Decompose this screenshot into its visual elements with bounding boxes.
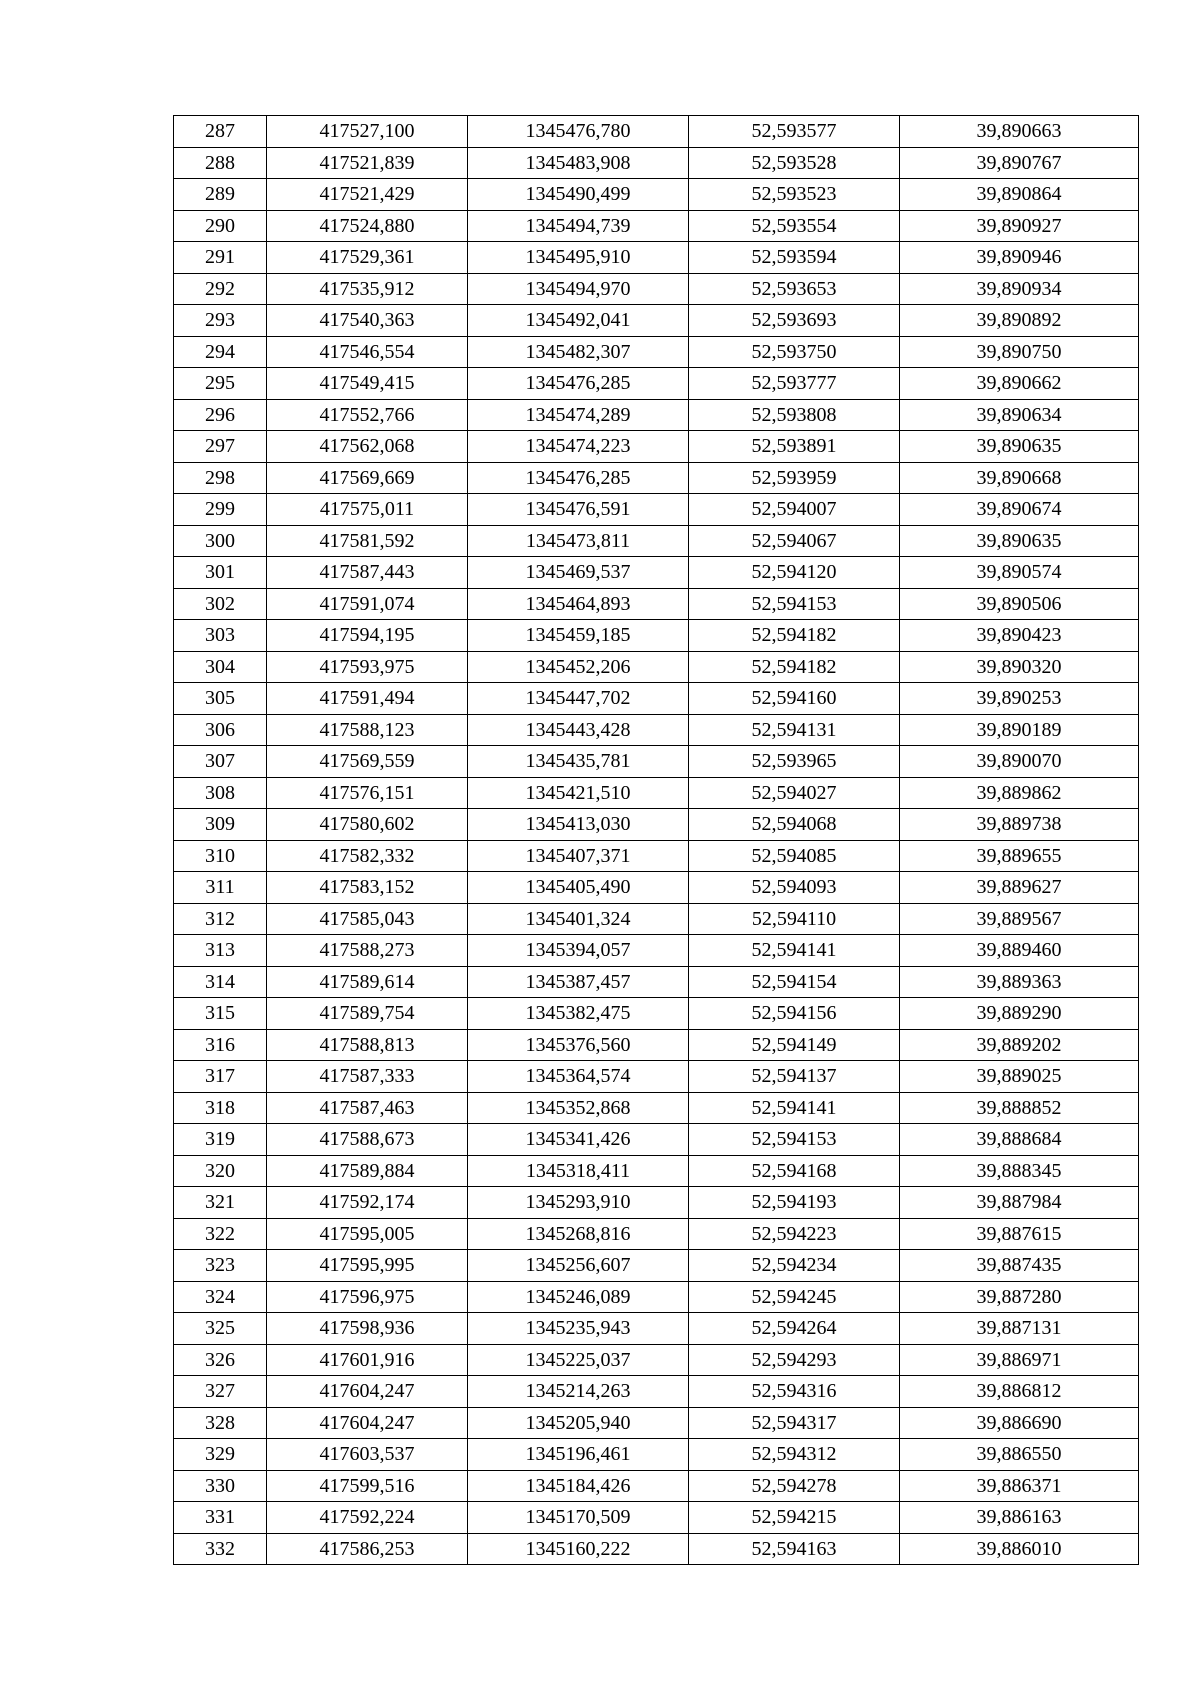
x-coordinate-cell: 417604,247 [267,1407,468,1439]
point-number-cell: 311 [174,872,267,904]
table-row [174,431,1139,463]
longitude-cell: 39,890253 [900,683,1139,715]
x-coordinate-cell: 417598,936 [267,1313,468,1345]
longitude-cell: 39,886163 [900,1502,1139,1534]
y-coordinate-cell: 1345235,943 [468,1313,689,1345]
longitude-cell: 39,889202 [900,1029,1139,1061]
x-coordinate-cell: 417569,559 [267,746,468,778]
table-row [174,1439,1139,1471]
x-coordinate-cell: 417587,333 [267,1061,468,1093]
longitude-cell: 39,886371 [900,1470,1139,1502]
latitude-cell: 52,593528 [689,147,900,179]
table-row [174,872,1139,904]
point-number-cell: 308 [174,777,267,809]
point-number-cell: 316 [174,1029,267,1061]
longitude-cell: 39,890750 [900,336,1139,368]
point-number-cell: 307 [174,746,267,778]
x-coordinate-cell: 417576,151 [267,777,468,809]
point-number-cell: 315 [174,998,267,1030]
table-row [174,1187,1139,1219]
longitude-cell: 39,890574 [900,557,1139,589]
latitude-cell: 52,594182 [689,651,900,683]
x-coordinate-cell: 417604,247 [267,1376,468,1408]
y-coordinate-cell: 1345443,428 [468,714,689,746]
point-number-cell: 331 [174,1502,267,1534]
point-number-cell: 310 [174,840,267,872]
y-coordinate-cell: 1345435,781 [468,746,689,778]
y-coordinate-cell: 1345405,490 [468,872,689,904]
x-coordinate-cell: 417603,537 [267,1439,468,1471]
longitude-cell: 39,890864 [900,179,1139,211]
point-number-cell: 296 [174,399,267,431]
latitude-cell: 52,594153 [689,588,900,620]
y-coordinate-cell: 1345476,285 [468,462,689,494]
table-row [174,305,1139,337]
point-number-cell: 318 [174,1092,267,1124]
point-number-cell: 303 [174,620,267,652]
latitude-cell: 52,594168 [689,1155,900,1187]
latitude-cell: 52,594093 [689,872,900,904]
point-number-cell: 302 [174,588,267,620]
latitude-cell: 52,593693 [689,305,900,337]
longitude-cell: 39,890663 [900,116,1139,148]
x-coordinate-cell: 417529,361 [267,242,468,274]
latitude-cell: 52,593965 [689,746,900,778]
y-coordinate-cell: 1345160,222 [468,1533,689,1565]
latitude-cell: 52,594245 [689,1281,900,1313]
latitude-cell: 52,594154 [689,966,900,998]
point-number-cell: 290 [174,210,267,242]
table-row [174,179,1139,211]
latitude-cell: 52,594293 [689,1344,900,1376]
longitude-cell: 39,890423 [900,620,1139,652]
longitude-cell: 39,890668 [900,462,1139,494]
latitude-cell: 52,593808 [689,399,900,431]
point-number-cell: 323 [174,1250,267,1282]
y-coordinate-cell: 1345225,037 [468,1344,689,1376]
point-number-cell: 301 [174,557,267,589]
y-coordinate-cell: 1345495,910 [468,242,689,274]
table-row [174,462,1139,494]
y-coordinate-cell: 1345341,426 [468,1124,689,1156]
latitude-cell: 52,594278 [689,1470,900,1502]
y-coordinate-cell: 1345364,574 [468,1061,689,1093]
latitude-cell: 52,594223 [689,1218,900,1250]
latitude-cell: 52,594156 [689,998,900,1030]
table-row [174,525,1139,557]
table-row [174,588,1139,620]
point-number-cell: 329 [174,1439,267,1471]
table-row [174,1470,1139,1502]
table-row [174,1061,1139,1093]
point-number-cell: 320 [174,1155,267,1187]
x-coordinate-cell: 417587,463 [267,1092,468,1124]
table-row [174,336,1139,368]
y-coordinate-cell: 1345476,591 [468,494,689,526]
y-coordinate-cell: 1345476,285 [468,368,689,400]
table-row [174,998,1139,1030]
latitude-cell: 52,594120 [689,557,900,589]
longitude-cell: 39,890674 [900,494,1139,526]
table-row [174,777,1139,809]
x-coordinate-cell: 417589,884 [267,1155,468,1187]
point-number-cell: 289 [174,179,267,211]
x-coordinate-cell: 417521,839 [267,147,468,179]
table-row [174,1376,1139,1408]
table-row [174,1218,1139,1250]
longitude-cell: 39,886010 [900,1533,1139,1565]
latitude-cell: 52,594317 [689,1407,900,1439]
x-coordinate-cell: 417585,043 [267,903,468,935]
longitude-cell: 39,889862 [900,777,1139,809]
latitude-cell: 52,594234 [689,1250,900,1282]
x-coordinate-cell: 417591,494 [267,683,468,715]
latitude-cell: 52,594182 [689,620,900,652]
table-row [174,840,1139,872]
x-coordinate-cell: 417594,195 [267,620,468,652]
y-coordinate-cell: 1345494,739 [468,210,689,242]
table-row [174,1250,1139,1282]
longitude-cell: 39,890892 [900,305,1139,337]
table-row [174,966,1139,998]
x-coordinate-cell: 417540,363 [267,305,468,337]
y-coordinate-cell: 1345473,811 [468,525,689,557]
y-coordinate-cell: 1345474,223 [468,431,689,463]
x-coordinate-cell: 417592,174 [267,1187,468,1219]
latitude-cell: 52,594312 [689,1439,900,1471]
x-coordinate-cell: 417569,669 [267,462,468,494]
longitude-cell: 39,886812 [900,1376,1139,1408]
longitude-cell: 39,890506 [900,588,1139,620]
point-number-cell: 299 [174,494,267,526]
point-number-cell: 297 [174,431,267,463]
x-coordinate-cell: 417535,912 [267,273,468,305]
x-coordinate-cell: 417575,011 [267,494,468,526]
x-coordinate-cell: 417546,554 [267,336,468,368]
latitude-cell: 52,593594 [689,242,900,274]
y-coordinate-cell: 1345184,426 [468,1470,689,1502]
table-row [174,746,1139,778]
point-number-cell: 306 [174,714,267,746]
y-coordinate-cell: 1345268,816 [468,1218,689,1250]
x-coordinate-cell: 417524,880 [267,210,468,242]
point-number-cell: 325 [174,1313,267,1345]
point-number-cell: 304 [174,651,267,683]
point-number-cell: 288 [174,147,267,179]
table-row [174,1155,1139,1187]
y-coordinate-cell: 1345376,560 [468,1029,689,1061]
table-row [174,620,1139,652]
longitude-cell: 39,886690 [900,1407,1139,1439]
longitude-cell: 39,890946 [900,242,1139,274]
latitude-cell: 52,594153 [689,1124,900,1156]
y-coordinate-cell: 1345464,893 [468,588,689,620]
point-number-cell: 322 [174,1218,267,1250]
table-row [174,809,1139,841]
x-coordinate-cell: 417581,592 [267,525,468,557]
latitude-cell: 52,593959 [689,462,900,494]
x-coordinate-cell: 417601,916 [267,1344,468,1376]
longitude-cell: 39,888684 [900,1124,1139,1156]
y-coordinate-cell: 1345318,411 [468,1155,689,1187]
longitude-cell: 39,890927 [900,210,1139,242]
point-number-cell: 298 [174,462,267,494]
table-row [174,683,1139,715]
y-coordinate-cell: 1345459,185 [468,620,689,652]
coordinates-table [173,115,1139,1565]
longitude-cell: 39,889025 [900,1061,1139,1093]
longitude-cell: 39,887280 [900,1281,1139,1313]
y-coordinate-cell: 1345246,089 [468,1281,689,1313]
point-number-cell: 313 [174,935,267,967]
latitude-cell: 52,593891 [689,431,900,463]
point-number-cell: 321 [174,1187,267,1219]
table-row [174,1124,1139,1156]
latitude-cell: 52,594316 [689,1376,900,1408]
x-coordinate-cell: 417582,332 [267,840,468,872]
point-number-cell: 326 [174,1344,267,1376]
x-coordinate-cell: 417588,273 [267,935,468,967]
point-number-cell: 327 [174,1376,267,1408]
point-number-cell: 309 [174,809,267,841]
table-row [174,714,1139,746]
x-coordinate-cell: 417596,975 [267,1281,468,1313]
latitude-cell: 52,593577 [689,116,900,148]
x-coordinate-cell: 417595,995 [267,1250,468,1282]
y-coordinate-cell: 1345447,702 [468,683,689,715]
y-coordinate-cell: 1345452,206 [468,651,689,683]
latitude-cell: 52,594067 [689,525,900,557]
point-number-cell: 293 [174,305,267,337]
point-number-cell: 312 [174,903,267,935]
x-coordinate-cell: 417587,443 [267,557,468,589]
x-coordinate-cell: 417586,253 [267,1533,468,1565]
x-coordinate-cell: 417562,068 [267,431,468,463]
longitude-cell: 39,886971 [900,1344,1139,1376]
table-row [174,903,1139,935]
longitude-cell: 39,890635 [900,525,1139,557]
coordinates-table-body [174,116,1139,1565]
longitude-cell: 39,887131 [900,1313,1139,1345]
y-coordinate-cell: 1345214,263 [468,1376,689,1408]
latitude-cell: 52,594149 [689,1029,900,1061]
latitude-cell: 52,594007 [689,494,900,526]
longitude-cell: 39,890635 [900,431,1139,463]
table-row [174,1502,1139,1534]
table-row [174,1092,1139,1124]
longitude-cell: 39,889460 [900,935,1139,967]
longitude-cell: 39,889627 [900,872,1139,904]
y-coordinate-cell: 1345382,475 [468,998,689,1030]
x-coordinate-cell: 417527,100 [267,116,468,148]
table-row [174,1313,1139,1345]
table-row [174,935,1139,967]
point-number-cell: 294 [174,336,267,368]
y-coordinate-cell: 1345421,510 [468,777,689,809]
longitude-cell: 39,888345 [900,1155,1139,1187]
y-coordinate-cell: 1345490,499 [468,179,689,211]
table-row [174,116,1139,148]
x-coordinate-cell: 417521,429 [267,179,468,211]
y-coordinate-cell: 1345394,057 [468,935,689,967]
latitude-cell: 52,594193 [689,1187,900,1219]
y-coordinate-cell: 1345293,910 [468,1187,689,1219]
y-coordinate-cell: 1345483,908 [468,147,689,179]
latitude-cell: 52,594264 [689,1313,900,1345]
longitude-cell: 39,887435 [900,1250,1139,1282]
x-coordinate-cell: 417589,614 [267,966,468,998]
table-row [174,557,1139,589]
x-coordinate-cell: 417599,516 [267,1470,468,1502]
point-number-cell: 305 [174,683,267,715]
longitude-cell: 39,886550 [900,1439,1139,1471]
point-number-cell: 292 [174,273,267,305]
table-row [174,494,1139,526]
longitude-cell: 39,888852 [900,1092,1139,1124]
table-row [174,368,1139,400]
y-coordinate-cell: 1345256,607 [468,1250,689,1282]
longitude-cell: 39,889655 [900,840,1139,872]
y-coordinate-cell: 1345492,041 [468,305,689,337]
x-coordinate-cell: 417588,123 [267,714,468,746]
point-number-cell: 300 [174,525,267,557]
latitude-cell: 52,594027 [689,777,900,809]
x-coordinate-cell: 417592,224 [267,1502,468,1534]
table-row [174,651,1139,683]
point-number-cell: 328 [174,1407,267,1439]
latitude-cell: 52,593554 [689,210,900,242]
latitude-cell: 52,594215 [689,1502,900,1534]
table-row [174,399,1139,431]
y-coordinate-cell: 1345494,970 [468,273,689,305]
latitude-cell: 52,594137 [689,1061,900,1093]
latitude-cell: 52,594160 [689,683,900,715]
longitude-cell: 39,890070 [900,746,1139,778]
longitude-cell: 39,887615 [900,1218,1139,1250]
longitude-cell: 39,890634 [900,399,1139,431]
x-coordinate-cell: 417580,602 [267,809,468,841]
latitude-cell: 52,593750 [689,336,900,368]
table-row [174,147,1139,179]
point-number-cell: 319 [174,1124,267,1156]
latitude-cell: 52,594110 [689,903,900,935]
y-coordinate-cell: 1345474,289 [468,399,689,431]
longitude-cell: 39,890189 [900,714,1139,746]
longitude-cell: 39,890662 [900,368,1139,400]
point-number-cell: 332 [174,1533,267,1565]
y-coordinate-cell: 1345352,868 [468,1092,689,1124]
point-number-cell: 295 [174,368,267,400]
y-coordinate-cell: 1345476,780 [468,116,689,148]
longitude-cell: 39,890767 [900,147,1139,179]
y-coordinate-cell: 1345482,307 [468,336,689,368]
latitude-cell: 52,594163 [689,1533,900,1565]
x-coordinate-cell: 417591,074 [267,588,468,620]
table-row [174,1344,1139,1376]
table-row [174,1533,1139,1565]
x-coordinate-cell: 417583,152 [267,872,468,904]
y-coordinate-cell: 1345387,457 [468,966,689,998]
x-coordinate-cell: 417588,813 [267,1029,468,1061]
point-number-cell: 317 [174,1061,267,1093]
y-coordinate-cell: 1345196,461 [468,1439,689,1471]
table-row [174,210,1139,242]
point-number-cell: 314 [174,966,267,998]
latitude-cell: 52,593653 [689,273,900,305]
longitude-cell: 39,890934 [900,273,1139,305]
x-coordinate-cell: 417595,005 [267,1218,468,1250]
y-coordinate-cell: 1345413,030 [468,809,689,841]
latitude-cell: 52,594068 [689,809,900,841]
y-coordinate-cell: 1345407,371 [468,840,689,872]
latitude-cell: 52,593777 [689,368,900,400]
y-coordinate-cell: 1345170,509 [468,1502,689,1534]
table-row [174,1029,1139,1061]
table-row [174,1407,1139,1439]
y-coordinate-cell: 1345401,324 [468,903,689,935]
table-row [174,273,1139,305]
x-coordinate-cell: 417549,415 [267,368,468,400]
y-coordinate-cell: 1345469,537 [468,557,689,589]
x-coordinate-cell: 417589,754 [267,998,468,1030]
latitude-cell: 52,594141 [689,935,900,967]
latitude-cell: 52,593523 [689,179,900,211]
x-coordinate-cell: 417588,673 [267,1124,468,1156]
point-number-cell: 324 [174,1281,267,1313]
longitude-cell: 39,889290 [900,998,1139,1030]
longitude-cell: 39,889738 [900,809,1139,841]
latitude-cell: 52,594141 [689,1092,900,1124]
longitude-cell: 39,887984 [900,1187,1139,1219]
x-coordinate-cell: 417593,975 [267,651,468,683]
latitude-cell: 52,594085 [689,840,900,872]
point-number-cell: 287 [174,116,267,148]
table-row [174,1281,1139,1313]
latitude-cell: 52,594131 [689,714,900,746]
longitude-cell: 39,890320 [900,651,1139,683]
point-number-cell: 291 [174,242,267,274]
table-row [174,242,1139,274]
x-coordinate-cell: 417552,766 [267,399,468,431]
longitude-cell: 39,889567 [900,903,1139,935]
point-number-cell: 330 [174,1470,267,1502]
y-coordinate-cell: 1345205,940 [468,1407,689,1439]
longitude-cell: 39,889363 [900,966,1139,998]
